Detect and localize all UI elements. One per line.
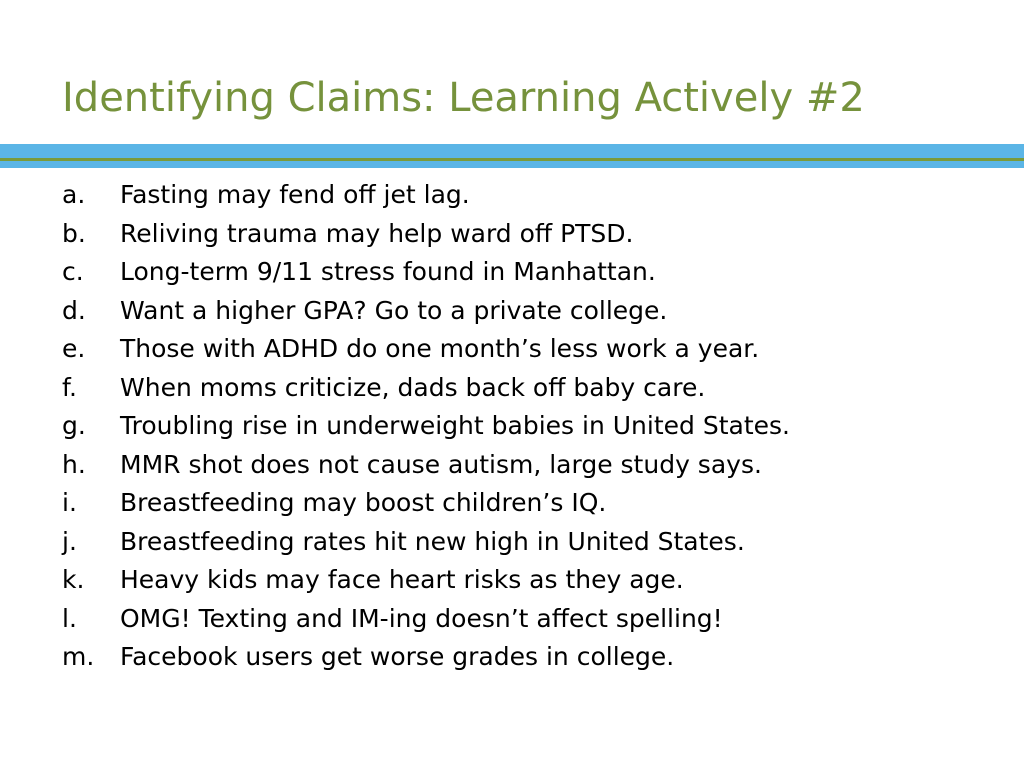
claim-item-m bbox=[62, 638, 790, 677]
claim-marker: c. bbox=[62, 257, 84, 286]
claim-item-h bbox=[62, 446, 790, 485]
claim-marker: j. bbox=[62, 526, 77, 556]
claim-text: Troubling rise in underweight babies in United States. bbox=[120, 411, 790, 440]
claim-text: Facebook users get worse grades in college. bbox=[120, 642, 675, 671]
claim-text: MMR shot does not cause autism, large study says. bbox=[120, 449, 762, 479]
claim-marker: m. bbox=[62, 642, 95, 671]
claim-marker: b. bbox=[62, 218, 86, 248]
claim-text: Fasting may fend off jet lag. bbox=[120, 180, 470, 209]
claim-item-a bbox=[62, 176, 790, 215]
claim-item-j bbox=[62, 523, 790, 562]
claim-text: Want a higher GPA? Go to a private college. bbox=[120, 295, 668, 325]
slide-title: Identifying Claims: Learning Actively #2 bbox=[62, 75, 865, 121]
claim-item-l bbox=[62, 600, 790, 639]
claim-marker: f. bbox=[62, 372, 77, 402]
claim-item-c bbox=[62, 253, 790, 292]
claim-text: Reliving trauma may help ward off PTSD. bbox=[120, 218, 634, 248]
claim-item-f bbox=[62, 369, 790, 408]
claim-marker: l. bbox=[62, 603, 77, 633]
claim-text: Breastfeeding rates hit new high in United States. bbox=[120, 526, 745, 556]
claim-text: Those with ADHD do one month’s less work a year. bbox=[120, 334, 760, 363]
header-band-blue-top bbox=[0, 144, 1024, 158]
claim-marker: i. bbox=[62, 488, 77, 517]
header-band-blue-bottom bbox=[0, 161, 1024, 168]
claim-item-k bbox=[62, 561, 790, 600]
claim-marker: a. bbox=[62, 180, 86, 209]
claim-marker: k. bbox=[62, 565, 85, 594]
claim-marker: h. bbox=[62, 449, 86, 479]
claims-list bbox=[62, 176, 790, 677]
claim-item-b bbox=[62, 215, 790, 254]
claim-text: Heavy kids may face heart risks as they age. bbox=[120, 565, 684, 594]
claim-text: Breastfeeding may boost children’s IQ. bbox=[120, 488, 607, 517]
claim-item-d bbox=[62, 292, 790, 331]
claim-item-e bbox=[62, 330, 790, 369]
claim-text: When moms criticize, dads back off baby care. bbox=[120, 372, 706, 402]
claim-marker: d. bbox=[62, 295, 86, 325]
claim-marker: g. bbox=[62, 411, 86, 440]
claim-text: OMG! Texting and IM-ing doesn’t affect spelling! bbox=[120, 603, 723, 633]
claim-item-i bbox=[62, 484, 790, 523]
claim-item-g bbox=[62, 407, 790, 446]
claim-text: Long-term 9/11 stress found in Manhattan. bbox=[120, 257, 656, 286]
claim-marker: e. bbox=[62, 334, 86, 363]
